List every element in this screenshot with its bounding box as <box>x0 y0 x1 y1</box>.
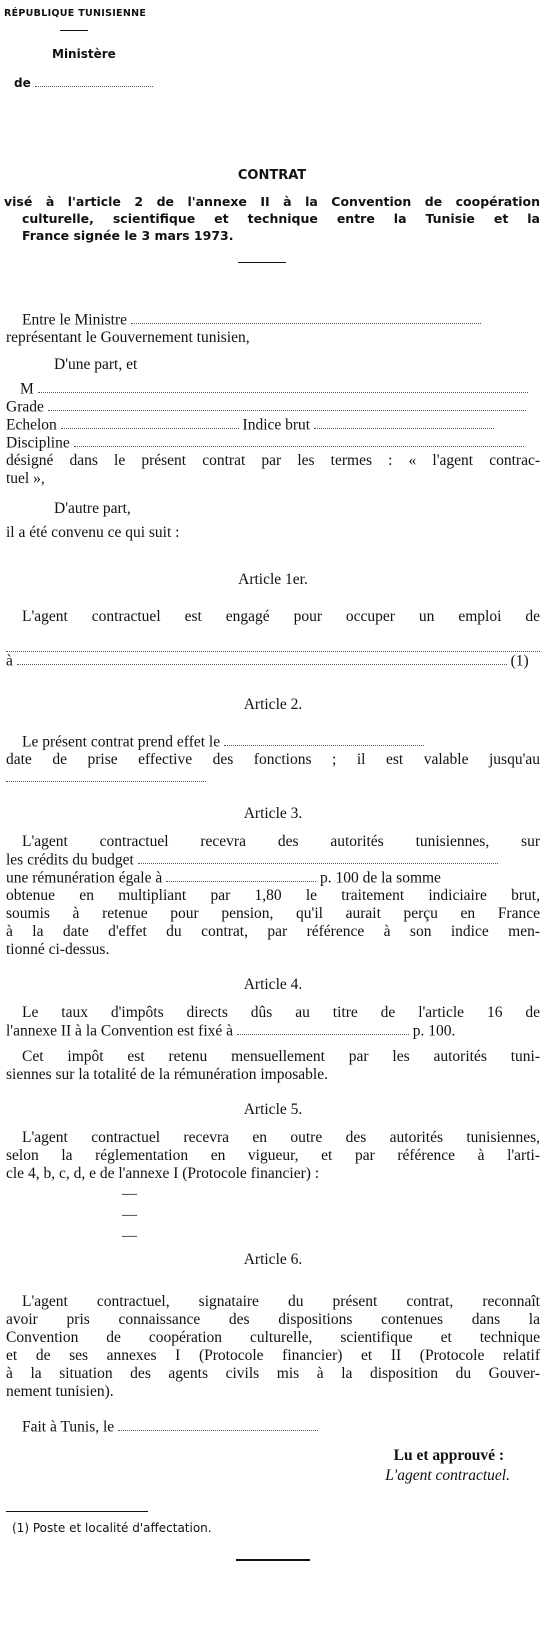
article-6-line-5: à la situation des agents civils mis à la disposition du Gouver- <box>6 1365 540 1382</box>
article-6-line-3: Convention de coopération culturelle, scientifique et technique <box>6 1329 540 1346</box>
bottom-rule <box>236 1559 310 1561</box>
representant-line: représentant le Gouvernement tunisien, <box>6 329 250 346</box>
dune-part-line: D'une part, et <box>54 356 138 373</box>
title-line-2: culturelle, scientifique et technique entre la Tunisie et la <box>22 211 540 226</box>
header-rule <box>60 30 88 31</box>
article-2-title: Article 2. <box>243 696 303 713</box>
article-3-line-1: L'agent contractuel recevra des autorités tunisiennes, sur <box>22 833 540 850</box>
article-3-line-3: une rémunération égale à p. 100 de la somme <box>6 869 441 887</box>
entre-line: Entre le Ministre <box>22 311 540 329</box>
grade-line: Grade <box>6 398 540 416</box>
title-rule <box>238 262 286 263</box>
article-3-line-2: les crédits du budget <box>6 851 540 869</box>
ministere-label: Ministère <box>52 47 116 61</box>
article-5-dash-1: — <box>122 1186 137 1202</box>
designe-line-1: désigné dans le présent contrat par les termes : « l'agent contrac- <box>6 452 540 469</box>
discipline-line: Discipline <box>6 434 540 452</box>
fait-line: Fait à Tunis, le <box>22 1418 540 1436</box>
designe-line-2: tuel », <box>6 470 45 487</box>
article-6-line-4: et de ses annexes I (Protocole financier) et II (Protocole relatif <box>6 1347 540 1364</box>
article-3-title: Article 3. <box>243 805 303 822</box>
convenu-line: il a été convenu ce qui suit : <box>6 524 180 541</box>
article-4-title: Article 4. <box>243 976 303 993</box>
article-5-dash-2: — <box>122 1207 137 1223</box>
lu-approuve: Lu et approuvé : <box>393 1447 504 1464</box>
article-2-dotted-line <box>6 768 206 787</box>
m-line: M <box>20 380 540 398</box>
article-1-line-1: L'agent contractuel est engagé pour occuper un emploi de <box>22 608 540 625</box>
article-1-a-line: à (1) <box>6 652 529 670</box>
article-5-line-3: cle 4, b, c, d, e de l'annexe I (Protocole financier) : <box>6 1165 320 1182</box>
footnote-rule <box>6 1511 148 1512</box>
dautre-part-line: D'autre part, <box>54 500 131 517</box>
footnote-text: (1) Poste et localité d'affectation. <box>12 1521 212 1535</box>
de-label: de <box>14 76 153 90</box>
article-5-line-1: L'agent contractuel recevra en outre des autorités tunisiennes, <box>22 1129 540 1146</box>
article-4-line-2: l'annexe II à la Convention est fixé à p. 100. <box>6 1022 456 1040</box>
contract-title: CONTRAT <box>237 168 307 183</box>
title-line-3: France signée le 3 mars 1973. <box>22 228 234 243</box>
article-1-title: Article 1er. <box>238 571 308 588</box>
article-5-dash-3: — <box>122 1228 137 1244</box>
article-6-line-6: nement tunisien). <box>6 1383 114 1400</box>
article-3-line-5: soumis à retenue pour pension, qu'il aurait perçu en France <box>6 905 540 922</box>
article-4-line-3: Cet impôt est retenu mensuellement par les autorités tuni- <box>22 1048 540 1065</box>
article-2-line-2: date de prise effective des fonctions ; il est valable jusqu'au <box>6 751 540 768</box>
article-2-line-1: Le présent contrat prend effet le <box>22 733 540 751</box>
article-4-line-1: Le taux d'impôts directs dûs au titre de l'article 16 de <box>22 1004 540 1021</box>
article-3-line-6: à la date d'effet du contrat, par référence à son indice men- <box>6 923 540 940</box>
republique-header: RÉPUBLIQUE TUNISIENNE <box>4 8 147 19</box>
article-5-line-2: selon la réglementation en vigueur, et par référence à l'arti- <box>6 1147 540 1164</box>
article-6-line-1: L'agent contractuel, signataire du présent contrat, reconnaît <box>22 1293 540 1310</box>
article-4-line-4: siennes sur la totalité de la rémunération imposable. <box>6 1066 328 1083</box>
article-6-line-2: avoir pris connaissance des dispositions contenues dans la <box>6 1311 540 1328</box>
article-3-line-7: tionné ci-dessus. <box>6 941 110 958</box>
article-5-title: Article 5. <box>243 1101 303 1118</box>
article-3-line-4: obtenue en multipliant par 1,80 le traitement indiciaire brut, <box>6 887 540 904</box>
echelon-line: Echelon Indice brut <box>6 416 540 434</box>
title-line-1: visé à l'article 2 de l'annexe II à la Convention de coopération <box>4 194 540 209</box>
agent-signature-label: L'agent contractuel. <box>385 1467 510 1484</box>
article-6-title: Article 6. <box>243 1251 303 1268</box>
